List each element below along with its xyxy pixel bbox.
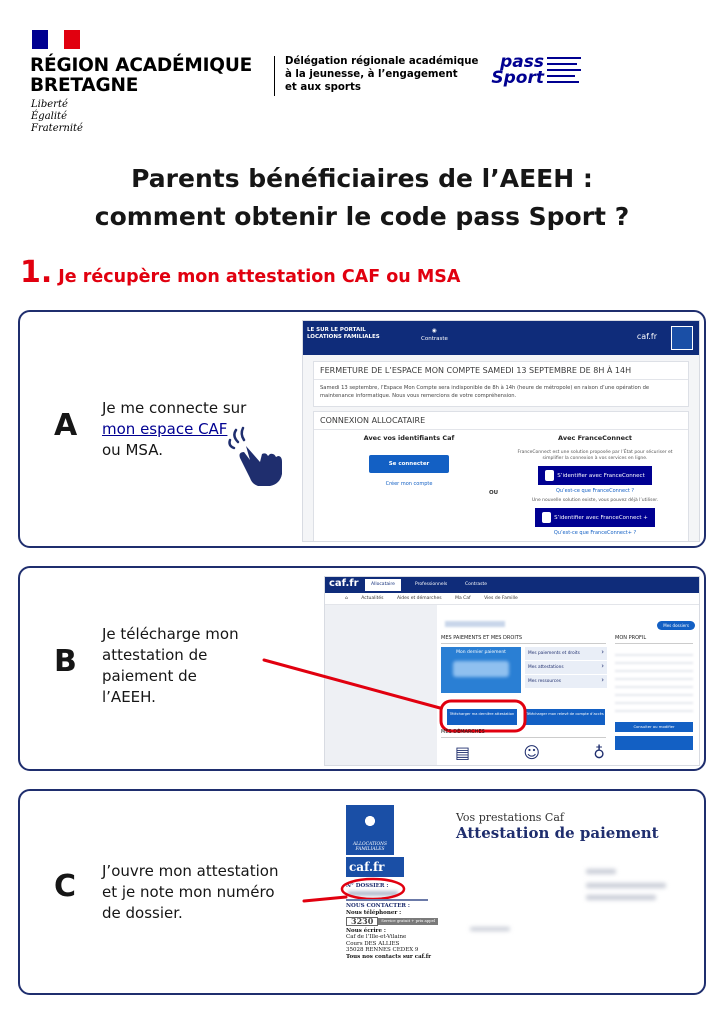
site-name: caf.fr [636,332,657,341]
caf-emblem-logo: ALLOCATIONS FAMILIALES [346,805,394,855]
blurred-heading [445,621,505,627]
list-item[interactable]: Mes attestations › [525,661,607,675]
dossiers-button[interactable]: Mes dossiers [657,621,695,630]
franceconnect-button[interactable]: S’identifier avec FranceConnect [538,466,651,485]
nav-item[interactable]: Vies de Famille [484,596,518,601]
step-card-b [18,566,706,771]
create-account-link[interactable]: Créer mon compte [385,481,433,487]
card-instruction: Je me connecte sur mon espace CAF ou MSA. [102,399,247,459]
caf-logo: caf.fr [329,578,359,589]
demarches-section: MES DÉMARCHES [441,729,606,738]
step-card-c [18,789,706,995]
blurred-text [586,895,656,900]
franceconnect-link[interactable]: Qu’est-ce que FranceConnect ? [555,488,635,494]
contact-block: NOUS CONTACTER : Nous téléphoner : 3230 Service gratuit + prix appel Nous écrire : Caf de l’Ille-et-Vilaine Cours DES ALLIES 35028 RENNES CEDEX 9 Tous nos contacts sur caf.fr [346,903,446,960]
pointing-hand-icon [228,424,284,488]
step-card-a [18,310,706,548]
phone-number: 3230 [346,917,378,926]
header-divider [274,56,275,96]
delegation-name: Délégation régionale académique à la jeunesse, à l’engagement et aux sports [285,56,479,93]
payments-list [525,647,607,689]
step-heading [20,255,460,290]
nav-item[interactable]: Aides et démarches [396,596,442,601]
portal-top-bar: LE SUR LE PORTAIL LOCATIONS FAMILIALES ◉ Contraste caf.fr [303,321,699,355]
download-attestation-button[interactable]: Télécharger ma dernière attestation [447,709,517,725]
card-instruction: Je télécharge mon attestation de paiement de l’AEEH. [102,625,239,706]
attestation-header: Vos prestations Caf Attestation de paiement [456,811,659,842]
card-letter: B [54,644,77,679]
republic-motto: Liberté Égalité Fraternité [31,99,83,134]
contrast-toggle[interactable]: Contraste [465,582,487,587]
list-item[interactable]: Mes paiements et droits › [525,647,607,661]
blurred-text [586,869,616,874]
caf-fr-logo: caf.fr [346,857,404,877]
document-icon[interactable]: ▤ [455,743,471,762]
download-statement-button[interactable]: Télécharger mon relevé de compte d’accès [525,709,605,725]
page-header [0,0,724,140]
red-pointer-line [262,656,442,716]
contrast-eye-icon: ◉ Contraste [421,328,448,342]
account-top-bar [325,577,699,593]
maintenance-notice: FERMETURE DE L’ESPACE MON COMPTE SAMEDI 13 SEPTEMBRE DE 8H À 14H Samedi 13 septembre, l’Espace Mon Compte sera indisponible de 8h à 14h (heure de métropole) en raison d’une opération de maintenance informatique. Nous vous remercions de votre compréhension. [313,361,689,407]
account-nav [325,593,699,605]
step-number: 1. [20,255,53,290]
step-title: Je récupère mon attestation CAF ou MSA [58,267,461,287]
payments-section: MES PAIEMENTS ET MES DROITS [441,635,606,648]
tab-allocataire[interactable]: Allocataire [365,579,401,591]
card-letter: A [54,408,78,443]
person-icon[interactable]: ☺ [523,743,541,762]
nav-item[interactable]: Ma Caf [455,596,471,601]
tab-professionnels[interactable]: Professionnels [415,582,448,587]
card-instruction: J’ouvre mon attestation et je note mon numéro de dossier. [102,862,279,922]
card-letter: C [54,869,77,904]
franceconnect-plus-button[interactable]: S’identifier avec FranceConnect + [535,508,655,527]
franceconnect-column: Avec FranceConnect FranceConnect est une solution proposée par l’État pour sécuriser et simplifier la connexion à vos services en ligne. S’identifier avec FranceConnect Qu’est-ce que FranceConnect ? Une nouvelle solution existe, vous pouvez déjà l’utiliser. S’identifier avec FranceConnect + Qu’est-ce que FranceConnect+ ? [510,434,680,536]
connect-button[interactable]: Se connecter [369,455,450,473]
region-name: RÉGION ACADÉMIQUE BRETAGNE [30,55,253,96]
page-title: Parents bénéficiaires de l’AEEH : comment obtenir le code pass Sport ? [94,164,630,231]
profile-section: MON PROFIL Consulter ou modifier [615,635,693,750]
money-bag-icon[interactable]: ♁ [593,743,605,762]
caf-mark-icon [671,326,693,350]
caf-login-screenshot [302,320,700,542]
or-label: OU [489,490,499,496]
message-box[interactable] [615,736,693,750]
caf-login-column: Avec vos identifiants Caf Se connecter Créer mon compte [324,434,494,487]
red-pointer-line [302,883,402,913]
caf-space-link[interactable]: mon espace CAF [102,420,228,438]
home-icon[interactable]: ⌂ [345,596,348,601]
blurred-text [586,883,666,888]
dossier-label: N° DOSSIER : [346,883,389,889]
franceconnect-plus-link[interactable]: Qu’est-ce que FranceConnect+ ? [553,530,637,536]
demarches-icons [455,743,605,762]
list-item[interactable]: Mes ressources › [525,675,607,689]
login-panel: CONNEXION ALLOCATAIRE Avec vos identifiants Caf Se connecter Créer mon compte OU Avec FranceConnect FranceConnect est une solution proposée par l’État pour sécuriser et simplifier la connexion à vos services en ligne. S’identifier avec FranceConnect Qu’est-ce que FranceConnect ? Une nouvelle solution existe, vous pouvez déjà l’utiliser. S’identifier avec FranceConnect + Qu’est-ce que FranceConnect+ ? [313,411,689,542]
highlight-ring [439,699,527,733]
nav-item[interactable]: Actualités [361,596,384,601]
profile-button[interactable]: Consulter ou modifier [615,722,693,732]
last-payment-box: Mon dernier paiement [441,647,521,693]
pass-sport-logo: pass Sport [484,54,594,94]
marianne-flag-logo [32,30,80,49]
blurred-text [470,927,510,931]
